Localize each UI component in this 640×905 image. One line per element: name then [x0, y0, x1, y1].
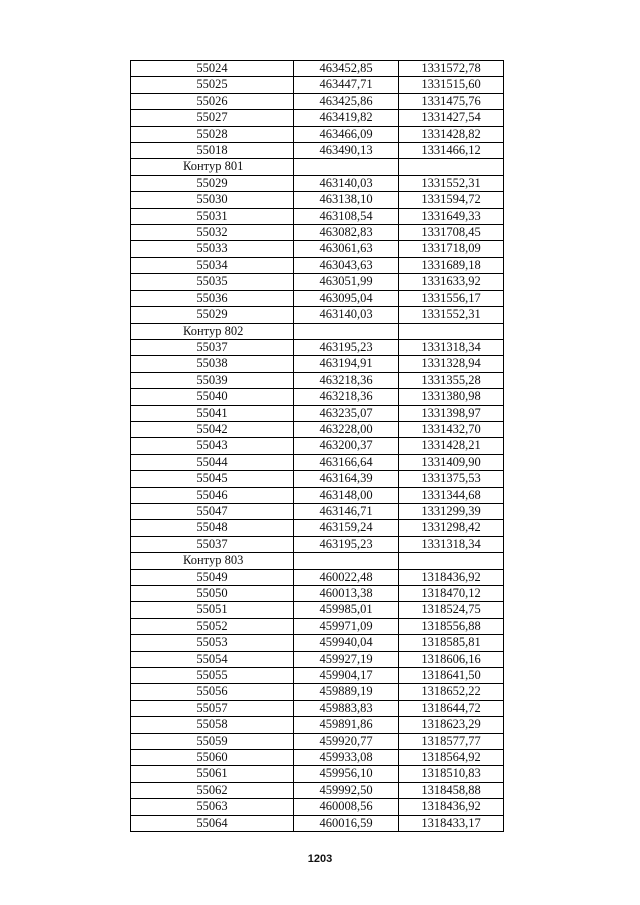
y-coordinate-cell: 1318436,92 [399, 799, 504, 815]
y-coordinate-cell: 1331428,21 [399, 438, 504, 454]
point-number-cell: 55033 [131, 241, 294, 257]
table-row [131, 192, 504, 208]
point-number-cell: 55027 [131, 110, 294, 126]
x-coordinate-cell: 463218,36 [294, 389, 399, 405]
table-row [131, 61, 504, 77]
table-row [131, 356, 504, 372]
point-number-cell: 55063 [131, 799, 294, 815]
y-coordinate-cell: 1331355,28 [399, 372, 504, 388]
point-number-cell: 55051 [131, 602, 294, 618]
point-number-cell: 55064 [131, 815, 294, 831]
table-row [131, 405, 504, 421]
table-row [131, 520, 504, 536]
y-coordinate-cell: 1331708,45 [399, 225, 504, 241]
table-row [131, 77, 504, 93]
x-coordinate-cell: 463195,23 [294, 536, 399, 552]
point-number-cell: 55036 [131, 290, 294, 306]
x-coordinate-cell: 459940,04 [294, 635, 399, 651]
point-number-cell: 55057 [131, 700, 294, 716]
table-row [131, 618, 504, 634]
x-coordinate-cell: 463228,00 [294, 421, 399, 437]
point-number-cell: 55062 [131, 782, 294, 798]
x-coordinate-cell: 463164,39 [294, 471, 399, 487]
point-number-cell: 55024 [131, 61, 294, 77]
y-coordinate-cell: 1318564,92 [399, 750, 504, 766]
x-coordinate-cell: 463146,71 [294, 503, 399, 519]
point-number-cell: 55026 [131, 93, 294, 109]
y-coordinate-cell: 1318623,29 [399, 717, 504, 733]
x-coordinate-cell: 463043,63 [294, 257, 399, 273]
table-row [131, 307, 504, 323]
point-number-cell: 55037 [131, 339, 294, 355]
point-number-cell: 55030 [131, 192, 294, 208]
point-number-cell: 55038 [131, 356, 294, 372]
table-row [131, 766, 504, 782]
table-row [131, 126, 504, 142]
y-coordinate-cell: 1331689,18 [399, 257, 504, 273]
table-row [131, 668, 504, 684]
y-coordinate-cell: 1318652,22 [399, 684, 504, 700]
y-coordinate-cell: 1318644,72 [399, 700, 504, 716]
point-number-cell: 55018 [131, 143, 294, 159]
y-coordinate-cell: 1318458,88 [399, 782, 504, 798]
contour-name-cell: Контур 801 [131, 159, 294, 175]
y-coordinate-cell: 1331344,68 [399, 487, 504, 503]
y-coordinate-cell: 1331375,53 [399, 471, 504, 487]
y-coordinate-cell: 1331427,54 [399, 110, 504, 126]
x-coordinate-cell: 463159,24 [294, 520, 399, 536]
x-coordinate-cell: 463452,85 [294, 61, 399, 77]
y-coordinate-cell: 1331432,70 [399, 421, 504, 437]
contour-name-cell: Контур 802 [131, 323, 294, 339]
x-coordinate-cell: 463082,83 [294, 225, 399, 241]
point-number-cell: 55039 [131, 372, 294, 388]
table-row [131, 143, 504, 159]
y-coordinate-cell: 1331428,82 [399, 126, 504, 142]
point-number-cell: 55047 [131, 503, 294, 519]
x-coordinate-cell: 463061,63 [294, 241, 399, 257]
contour-header-row [131, 323, 504, 339]
x-coordinate-cell: 460016,59 [294, 815, 399, 831]
y-coordinate-cell: 1318436,92 [399, 569, 504, 585]
y-coordinate-cell: 1318606,16 [399, 651, 504, 667]
point-number-cell: 55059 [131, 733, 294, 749]
table-row [131, 602, 504, 618]
y-coordinate-cell: 1331398,97 [399, 405, 504, 421]
y-coordinate-cell: 1331318,34 [399, 339, 504, 355]
x-coordinate-cell: 459956,10 [294, 766, 399, 782]
x-coordinate-cell: 463466,09 [294, 126, 399, 142]
table-row [131, 438, 504, 454]
point-number-cell: 55042 [131, 421, 294, 437]
coordinates-table-body [131, 61, 504, 832]
point-number-cell: 55032 [131, 225, 294, 241]
y-coordinate-cell: 1331466,12 [399, 143, 504, 159]
y-coordinate-cell: 1318470,12 [399, 586, 504, 602]
y-coordinate-cell: 1318585,81 [399, 635, 504, 651]
point-number-cell: 55056 [131, 684, 294, 700]
y-coordinate-cell: 1331299,39 [399, 503, 504, 519]
y-coordinate-cell: 1331633,92 [399, 274, 504, 290]
x-coordinate-cell: 459904,17 [294, 668, 399, 684]
x-coordinate-cell: 459985,01 [294, 602, 399, 618]
y-coordinate-cell: 1331572,78 [399, 61, 504, 77]
y-coordinate-cell: 1318577,77 [399, 733, 504, 749]
point-number-cell: 55054 [131, 651, 294, 667]
table-row [131, 290, 504, 306]
x-coordinate-cell: 463138,10 [294, 192, 399, 208]
table-row [131, 454, 504, 470]
x-coordinate-cell: 459920,77 [294, 733, 399, 749]
x-coordinate-cell [294, 553, 399, 569]
table-row [131, 586, 504, 602]
point-number-cell: 55058 [131, 717, 294, 733]
contour-header-row [131, 159, 504, 175]
point-number-cell: 55041 [131, 405, 294, 421]
point-number-cell: 55048 [131, 520, 294, 536]
y-coordinate-cell: 1318433,17 [399, 815, 504, 831]
x-coordinate-cell: 463195,23 [294, 339, 399, 355]
point-number-cell: 55028 [131, 126, 294, 142]
x-coordinate-cell: 460013,38 [294, 586, 399, 602]
table-row [131, 372, 504, 388]
point-number-cell: 55029 [131, 307, 294, 323]
table-row [131, 782, 504, 798]
x-coordinate-cell: 463166,64 [294, 454, 399, 470]
x-coordinate-cell: 463140,03 [294, 175, 399, 191]
point-number-cell: 55049 [131, 569, 294, 585]
point-number-cell: 55050 [131, 586, 294, 602]
y-coordinate-cell: 1331328,94 [399, 356, 504, 372]
table-row [131, 700, 504, 716]
contour-header-row [131, 553, 504, 569]
table-row [131, 274, 504, 290]
y-coordinate-cell: 1318510,83 [399, 766, 504, 782]
point-number-cell: 55043 [131, 438, 294, 454]
y-coordinate-cell: 1331718,09 [399, 241, 504, 257]
table-row [131, 569, 504, 585]
x-coordinate-cell [294, 323, 399, 339]
x-coordinate-cell: 463108,54 [294, 208, 399, 224]
point-number-cell: 55053 [131, 635, 294, 651]
table-row [131, 815, 504, 831]
x-coordinate-cell: 463419,82 [294, 110, 399, 126]
x-coordinate-cell: 463095,04 [294, 290, 399, 306]
x-coordinate-cell: 459889,19 [294, 684, 399, 700]
x-coordinate-cell: 460022,48 [294, 569, 399, 585]
table-row [131, 651, 504, 667]
point-number-cell: 55037 [131, 536, 294, 552]
point-number-cell: 55029 [131, 175, 294, 191]
coordinates-table [130, 60, 504, 832]
y-coordinate-cell: 1331515,60 [399, 77, 504, 93]
point-number-cell: 55034 [131, 257, 294, 273]
x-coordinate-cell: 463490,13 [294, 143, 399, 159]
x-coordinate-cell: 463194,91 [294, 356, 399, 372]
point-number-cell: 55046 [131, 487, 294, 503]
y-coordinate-cell [399, 159, 504, 175]
table-row [131, 799, 504, 815]
point-number-cell: 55035 [131, 274, 294, 290]
table-row [131, 536, 504, 552]
table-row [131, 471, 504, 487]
x-coordinate-cell: 463218,36 [294, 372, 399, 388]
table-row [131, 503, 504, 519]
point-number-cell: 55040 [131, 389, 294, 405]
x-coordinate-cell: 459933,08 [294, 750, 399, 766]
table-row [131, 421, 504, 437]
x-coordinate-cell: 459971,09 [294, 618, 399, 634]
table-row [131, 635, 504, 651]
x-coordinate-cell: 463200,37 [294, 438, 399, 454]
y-coordinate-cell: 1318641,50 [399, 668, 504, 684]
y-coordinate-cell: 1331649,33 [399, 208, 504, 224]
y-coordinate-cell: 1331556,17 [399, 290, 504, 306]
x-coordinate-cell [294, 159, 399, 175]
y-coordinate-cell: 1331409,90 [399, 454, 504, 470]
x-coordinate-cell: 463140,03 [294, 307, 399, 323]
point-number-cell: 55060 [131, 750, 294, 766]
x-coordinate-cell: 463235,07 [294, 405, 399, 421]
table-row [131, 487, 504, 503]
point-number-cell: 55045 [131, 471, 294, 487]
y-coordinate-cell: 1318556,88 [399, 618, 504, 634]
table-row [131, 175, 504, 191]
contour-name-cell: Контур 803 [131, 553, 294, 569]
x-coordinate-cell: 463051,99 [294, 274, 399, 290]
y-coordinate-cell: 1331380,98 [399, 389, 504, 405]
x-coordinate-cell: 459992,50 [294, 782, 399, 798]
table-row [131, 225, 504, 241]
y-coordinate-cell [399, 323, 504, 339]
y-coordinate-cell: 1318524,75 [399, 602, 504, 618]
table-row [131, 110, 504, 126]
point-number-cell: 55061 [131, 766, 294, 782]
point-number-cell: 55055 [131, 668, 294, 684]
x-coordinate-cell: 459891,86 [294, 717, 399, 733]
x-coordinate-cell: 463425,86 [294, 93, 399, 109]
x-coordinate-cell: 463148,00 [294, 487, 399, 503]
table-row [131, 750, 504, 766]
table-row [131, 257, 504, 273]
y-coordinate-cell: 1331594,72 [399, 192, 504, 208]
x-coordinate-cell: 459883,83 [294, 700, 399, 716]
y-coordinate-cell: 1331552,31 [399, 307, 504, 323]
page-number: 1203 [307, 853, 333, 865]
y-coordinate-cell: 1331318,34 [399, 536, 504, 552]
point-number-cell: 55044 [131, 454, 294, 470]
y-coordinate-cell [399, 553, 504, 569]
y-coordinate-cell: 1331475,76 [399, 93, 504, 109]
point-number-cell: 55052 [131, 618, 294, 634]
point-number-cell: 55031 [131, 208, 294, 224]
table-row [131, 241, 504, 257]
x-coordinate-cell: 460008,56 [294, 799, 399, 815]
table-row [131, 684, 504, 700]
x-coordinate-cell: 459927,19 [294, 651, 399, 667]
table-row [131, 389, 504, 405]
x-coordinate-cell: 463447,71 [294, 77, 399, 93]
y-coordinate-cell: 1331298,42 [399, 520, 504, 536]
y-coordinate-cell: 1331552,31 [399, 175, 504, 191]
table-row [131, 339, 504, 355]
table-row [131, 93, 504, 109]
table-row [131, 733, 504, 749]
table-row [131, 208, 504, 224]
table-row [131, 717, 504, 733]
point-number-cell: 55025 [131, 77, 294, 93]
